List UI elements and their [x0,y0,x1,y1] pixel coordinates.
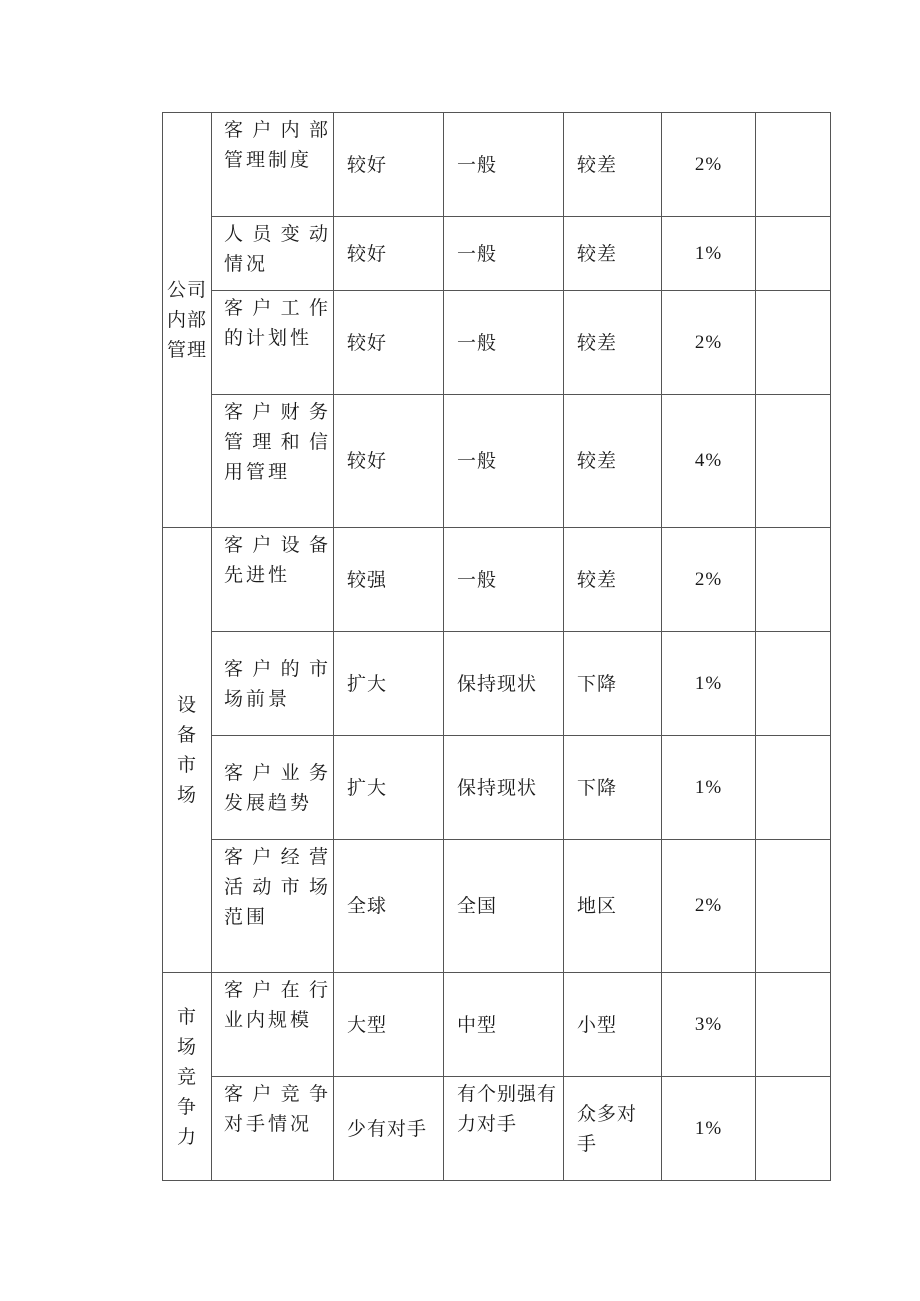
good-option-cell: 较好 [334,217,444,291]
weight-cell: 4% [662,395,756,528]
score-cell[interactable] [756,632,831,736]
mid-option-cell: 保持现状 [444,632,564,736]
good-option-cell: 扩大 [334,632,444,736]
factor-cell: 客户竞争对手情况 [212,1077,334,1181]
table-row [163,840,831,973]
score-cell[interactable] [756,1077,831,1181]
score-cell[interactable] [756,840,831,973]
score-cell[interactable] [756,113,831,217]
factor-cell: 客户财务管理和信用管理 [212,395,334,528]
table-row [163,736,831,840]
good-option-cell: 较好 [334,395,444,528]
good-option-cell: 少有对手 [334,1077,444,1181]
weight-cell: 1% [662,217,756,291]
bad-option-cell: 较差 [564,113,662,217]
score-cell[interactable] [756,217,831,291]
weight-cell: 2% [662,113,756,217]
mid-option-cell: 一般 [444,528,564,632]
good-option-cell: 大型 [334,973,444,1077]
evaluation-table [162,112,831,1181]
score-cell[interactable] [756,736,831,840]
score-cell[interactable] [756,395,831,528]
factor-cell: 客户的市场前景 [212,632,334,736]
factor-cell: 客户设备先进性 [212,528,334,632]
bad-option-cell: 众多对手 [564,1077,662,1181]
bad-option-cell: 较差 [564,217,662,291]
bad-option-cell: 下降 [564,736,662,840]
score-cell[interactable] [756,528,831,632]
bad-option-cell: 小型 [564,973,662,1077]
bad-option-cell: 较差 [564,395,662,528]
good-option-cell: 扩大 [334,736,444,840]
weight-cell: 1% [662,632,756,736]
weight-cell: 2% [662,528,756,632]
score-cell[interactable] [756,291,831,395]
mid-option-cell: 一般 [444,217,564,291]
mid-option-cell: 有个别强有力对手 [444,1077,564,1181]
table-row [163,528,831,632]
category-cell: 设备市场 [163,528,212,973]
table-row [163,1077,831,1181]
category-cell: 公司内部管理 [163,113,212,528]
table-row [163,395,831,528]
good-option-cell: 全球 [334,840,444,973]
good-option-cell: 较好 [334,291,444,395]
table-row [163,113,831,217]
weight-cell: 2% [662,291,756,395]
mid-option-cell: 一般 [444,291,564,395]
factor-cell: 客户经营活动市场范围 [212,840,334,973]
factor-cell: 客户业务发展趋势 [212,736,334,840]
score-cell[interactable] [756,973,831,1077]
mid-option-cell: 保持现状 [444,736,564,840]
bad-option-cell: 地区 [564,840,662,973]
factor-cell: 客户内部管理制度 [212,113,334,217]
mid-option-cell: 中型 [444,973,564,1077]
factor-cell: 客户工作的计划性 [212,291,334,395]
category-cell: 市场竞争力 [163,973,212,1181]
mid-option-cell: 一般 [444,395,564,528]
good-option-cell: 较强 [334,528,444,632]
table-row [163,632,831,736]
mid-option-cell: 一般 [444,113,564,217]
bad-option-cell: 较差 [564,291,662,395]
weight-cell: 1% [662,1077,756,1181]
table-row [163,291,831,395]
mid-option-cell: 全国 [444,840,564,973]
bad-option-cell: 较差 [564,528,662,632]
weight-cell: 3% [662,973,756,1077]
weight-cell: 2% [662,840,756,973]
table-row [163,973,831,1077]
weight-cell: 1% [662,736,756,840]
factor-cell: 客户在行业内规模 [212,973,334,1077]
table-row [163,217,831,291]
good-option-cell: 较好 [334,113,444,217]
bad-option-cell: 下降 [564,632,662,736]
factor-cell: 人员变动情况 [212,217,334,291]
